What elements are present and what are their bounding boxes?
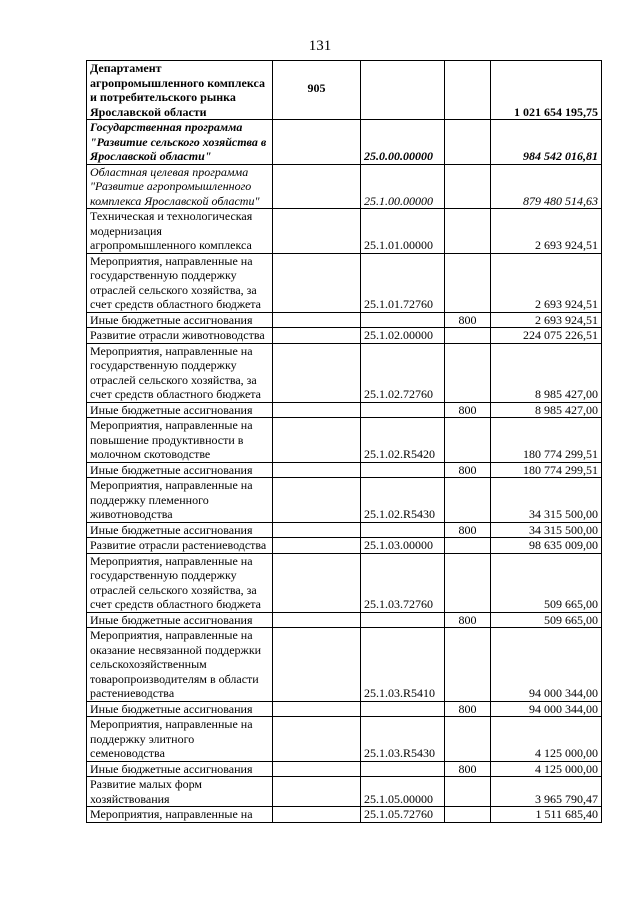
row-name: Мероприятия, направленные на повышение продуктивности в молочном скотоводстве [87,418,273,463]
row-amount: 224 075 226,51 [491,328,602,344]
row-expense-type [445,553,491,612]
row-name: Развитие отрасли животноводства [87,328,273,344]
row-amount: 4 125 000,00 [491,761,602,777]
department-row [87,61,602,120]
table-row [87,717,602,762]
row-amount: 509 665,00 [491,612,602,628]
row-name: Областная целевая программа "Развитие агропромышленного комплекса Ярославской области" [87,164,273,209]
row-name: Мероприятия, направленные на государственную поддержку отраслей сельского хозяйства, за счет средств областного бюджета [87,343,273,402]
table-row [87,538,602,554]
row-amount: 180 774 299,51 [491,418,602,463]
row-name: Мероприятия, направленные на государственную поддержку отраслей сельского хозяйства, за счет средств областного бюджета [87,253,273,312]
row-code [361,701,445,717]
row-amount: 1 511 685,40 [491,807,602,823]
row-name: Мероприятия, направленные на поддержку племенного животноводства [87,478,273,523]
table-row [87,312,602,328]
row-amount: 94 000 344,00 [491,628,602,702]
ministry-cell [273,538,361,554]
row-expense-type: 800 [445,761,491,777]
ministry-cell [273,164,361,209]
row-amount: 4 125 000,00 [491,717,602,762]
row-expense-type: 800 [445,462,491,478]
department-name: Департамент агропромышленного комплекса и потребительского рынка Ярославской области [87,61,273,120]
table-row [87,761,602,777]
row-expense-type: 800 [445,402,491,418]
row-amount: 984 542 016,81 [491,120,602,165]
ministry-cell [273,209,361,254]
row-code: 25.1.03.R5410 [361,628,445,702]
row-code: 25.1.02.72760 [361,343,445,402]
ministry-cell [273,478,361,523]
ministry-cell [273,761,361,777]
table-row [87,628,602,702]
table-row [87,612,602,628]
ministry-cell [273,120,361,165]
ministry-cell [273,777,361,807]
row-code: 25.1.03.R5430 [361,717,445,762]
row-expense-type [445,628,491,702]
row-expense-type: 800 [445,522,491,538]
row-code: 25.1.01.72760 [361,253,445,312]
row-expense-type [445,209,491,254]
table-row [87,553,602,612]
table-row [87,478,602,523]
row-name: Иные бюджетные ассигнования [87,402,273,418]
row-code: 25.1.03.72760 [361,553,445,612]
ministry-cell [273,612,361,628]
row-code [361,462,445,478]
row-amount: 2 693 924,51 [491,312,602,328]
row-code [361,402,445,418]
row-code [361,761,445,777]
table-row [87,522,602,538]
budget-table [86,60,602,823]
row-amount: 3 965 790,47 [491,777,602,807]
row-code: 25.1.05.00000 [361,777,445,807]
page-number: 131 [308,38,332,54]
row-name: Мероприятия, направленные на оказание несвязанной поддержки сельскохозяйственным товаропроизводителям в области растениеводства [87,628,273,702]
row-amount: 8 985 427,00 [491,402,602,418]
table-row [87,807,602,823]
table-row [87,777,602,807]
ministry-cell [273,343,361,402]
row-expense-type [445,807,491,823]
ministry-cell [273,402,361,418]
table-row [87,343,602,402]
row-expense-type: 800 [445,701,491,717]
row-amount: 2 693 924,51 [491,253,602,312]
row-expense-type [445,418,491,463]
row-expense-type: 800 [445,612,491,628]
row-name: Развитие малых форм хозяйствования [87,777,273,807]
row-code: 25.0.00.00000 [361,120,445,165]
row-code [361,312,445,328]
ministry-cell [273,807,361,823]
row-expense-type [445,253,491,312]
ministry-cell [273,717,361,762]
ministry-code: 905 [273,61,361,120]
row-name: Иные бюджетные ассигнования [87,462,273,478]
ministry-cell [273,522,361,538]
row-code [361,522,445,538]
row-name: Государственная программа "Развитие сельского хозяйства в Ярославской области" [87,120,273,165]
table-row [87,253,602,312]
table-row [87,164,602,209]
row-expense-type [445,164,491,209]
row-code: 25.1.00.00000 [361,164,445,209]
row-name: Развитие отрасли растениеводства [87,538,273,554]
row-name: Мероприятия, направленные на государственную поддержку отраслей сельского хозяйства, за счет средств областного бюджета [87,553,273,612]
row-amount: 34 315 500,00 [491,478,602,523]
row-amount: 34 315 500,00 [491,522,602,538]
ministry-cell [273,462,361,478]
row-code: 25.1.05.72760 [361,807,445,823]
row-expense-type [445,538,491,554]
row-amount: 2 693 924,51 [491,209,602,254]
row-expense-type [445,343,491,402]
ministry-cell [273,328,361,344]
row-name: Мероприятия, направленные на поддержку элитного семеноводства [87,717,273,762]
row-code [361,612,445,628]
row-name: Иные бюджетные ассигнования [87,761,273,777]
table-row [87,328,602,344]
ministry-cell [273,628,361,702]
ministry-cell [273,253,361,312]
expense-type-cell [445,61,491,120]
row-expense-type: 800 [445,312,491,328]
row-name: Мероприятия, направленные на [87,807,273,823]
table-row [87,418,602,463]
row-amount: 180 774 299,51 [491,462,602,478]
table-row [87,120,602,165]
row-code: 25.1.02.00000 [361,328,445,344]
row-code: 25.1.02.R5420 [361,418,445,463]
row-name: Иные бюджетные ассигнования [87,312,273,328]
row-code: 25.1.03.00000 [361,538,445,554]
row-amount: 509 665,00 [491,553,602,612]
table-row [87,402,602,418]
row-name: Техническая и технологическая модернизация агропромышленного комплекса [87,209,273,254]
table-row [87,462,602,478]
row-expense-type [445,120,491,165]
row-code: 25.1.02.R5430 [361,478,445,523]
row-amount: 8 985 427,00 [491,343,602,402]
row-code: 25.1.01.00000 [361,209,445,254]
table-row [87,701,602,717]
ministry-cell [273,312,361,328]
row-expense-type [445,717,491,762]
row-expense-type [445,478,491,523]
table-row [87,209,602,254]
row-amount: 879 480 514,63 [491,164,602,209]
ministry-cell [273,418,361,463]
target-code-cell [361,61,445,120]
row-expense-type [445,328,491,344]
department-amount: 1 021 654 195,75 [491,61,602,120]
row-name: Иные бюджетные ассигнования [87,612,273,628]
row-expense-type [445,777,491,807]
row-amount: 98 635 009,00 [491,538,602,554]
row-name: Иные бюджетные ассигнования [87,701,273,717]
row-amount: 94 000 344,00 [491,701,602,717]
row-name: Иные бюджетные ассигнования [87,522,273,538]
ministry-cell [273,701,361,717]
ministry-cell [273,553,361,612]
